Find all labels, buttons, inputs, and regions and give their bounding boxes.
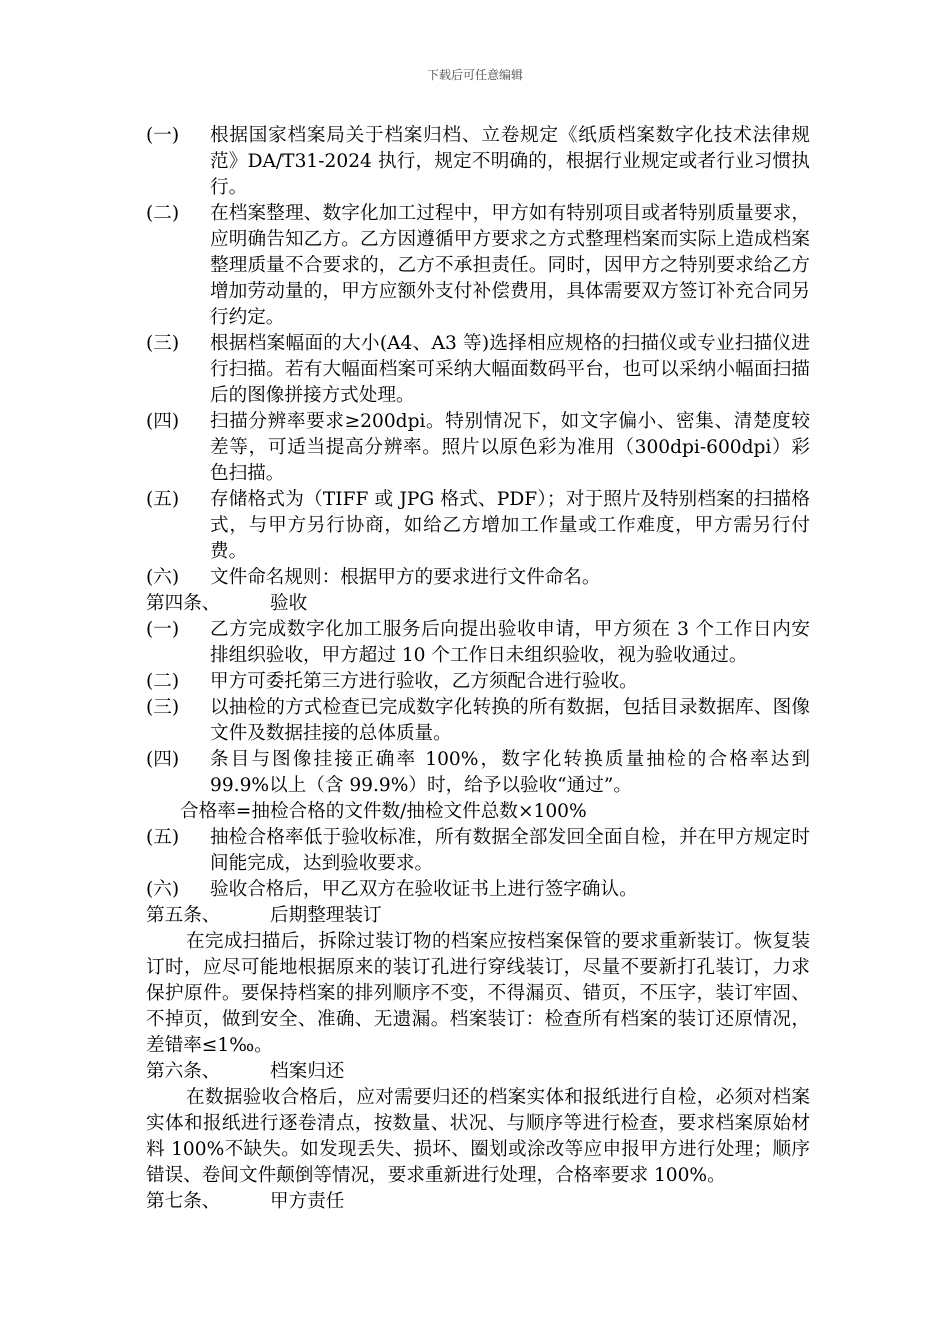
list-item: (二) 在档案整理、数字化加工过程中，甲方如有特别项目或者特别质量要求，应明确告知乙方。乙方因遵循甲方要求之方式整理档案而实际上造成档案整理质量不合要求的，乙方不承担责任。同时，因甲方之特别要求给乙方增加劳动量的，甲方应额外支付补偿费用，具体需要双方签订补充合同另行约定。: [146, 203, 810, 328]
list-item: (五) 抽检合格率低于验收标准，所有数据全部发回全面自检，并在甲方规定时间能完成，达到验收要求。: [146, 827, 810, 874]
page-header: 下载后可任意编辑: [426, 68, 523, 82]
article-heading: 第五条、 后期整理装订: [146, 905, 382, 926]
article-heading: 第六条、 档案归还: [146, 1061, 345, 1082]
list-item: (六) 文件命名规则：根据甲方的要求进行文件命名。: [146, 567, 601, 588]
list-item: (五) 存储格式为（TIFF 或 JPG 格式、PDF）；对于照片及特别档案的扫描格式，与甲方另行协商，如给乙方增加工作量或工作难度，甲方需另行付费。: [146, 489, 810, 562]
list-item: (六) 验收合格后，甲乙双方在验收证书上进行签字确认。: [146, 879, 638, 900]
list-item: (二) 甲方可委托第三方进行验收，乙方须配合进行验收。: [146, 671, 638, 692]
article-heading: 第七条、 甲方责任: [146, 1191, 345, 1212]
list-item: (一) 根据国家档案局关于档案归档、立卷规定《纸质档案数字化技术法律规范》DA/T31-2024 执行，规定不明确的，根据行业规定或者行业习惯执行。: [146, 125, 810, 198]
list-item: (三) 以抽检的方式检查已完成数字化转换的所有数据，包括目录数据库、图像文件及数据挂接的总体质量。: [146, 697, 810, 744]
list-item: (一) 乙方完成数字化加工服务后向提出验收申请，甲方须在 3 个工作日内安排组织验收，甲方超过 10 个工作日未组织验收，视为验收通过。: [146, 619, 810, 666]
document-body: [146, 123, 810, 1215]
formula-line: 合格率=抽检合格的文件数/抽检文件总数×100%: [180, 801, 587, 822]
list-item: (四) 条目与图像挂接正确率 100%，数字化转换质量抽检的合格率达到 99.9%以上（含 99.9%）时，给予以验收“通过”。: [146, 749, 810, 796]
list-item: (三) 根据档案幅面的大小(A4、A3 等)选择相应规格的扫描仪或专业扫描仪进行扫描。若有大幅面档案可采纳大幅面数码平台，也可以采纳小幅面扫描后的图像拼接方式处理。: [146, 333, 810, 406]
paragraph: 在完成扫描后，拆除过装订物的档案应按档案保管的要求重新装订。恢复装订时，应尽可能地根据原来的装订孔进行穿线装订，尽量不要新打孔装订，力求保护原件。要保持档案的排列顺序不变，不得漏页、错页，不压字，装订牢固、不掉页，做到安全、准确、无遗漏。档案装订：检查所有档案的装订还原情况，差错率≤1‰。: [146, 931, 810, 1056]
paragraph: 在数据验收合格后，应对需要归还的档案实体和报纸进行自检，必须对档案实体和报纸进行逐卷清点，按数量、状况、与顺序等进行检查，要求档案原始材料 100%不缺失。如发现丢失、损坏、圈划或涂改等应申报甲方进行处理；顺序错误、卷间文件颠倒等情况，要求重新进行处理，合格率要求 100%。: [146, 1087, 810, 1186]
list-item: (四) 扫描分辨率要求≥200dpi。特别情况下，如文字偏小、密集、清楚度较差等，可适当提高分辨率。照片以原色彩为准用（300dpi-600dpi）彩色扫描。: [146, 411, 810, 484]
article-heading: 第四条、 验收: [146, 593, 308, 614]
